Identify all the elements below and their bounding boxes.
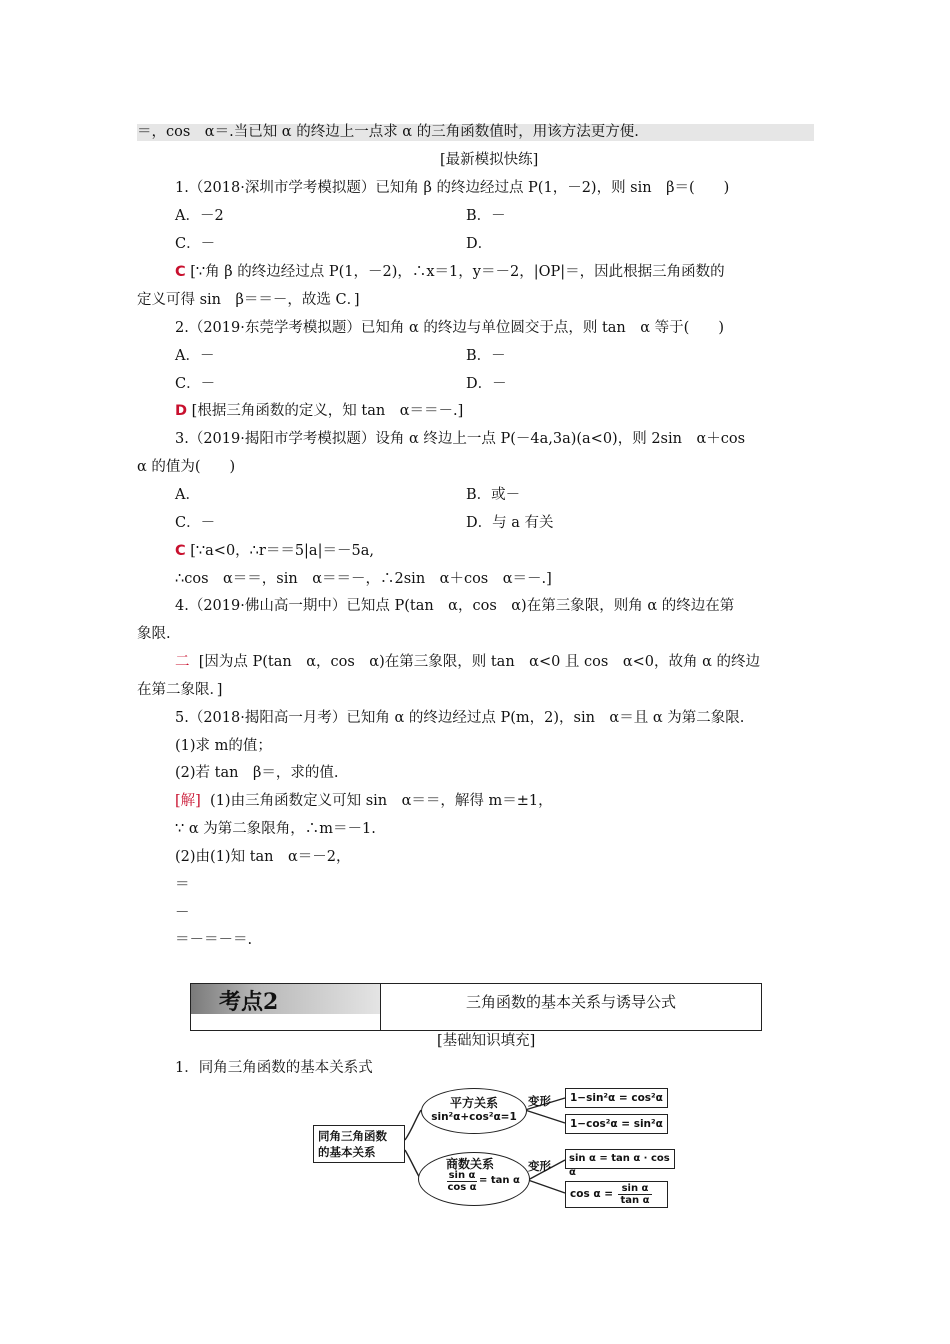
section-heading-latest: [最新模拟快练] [440, 152, 539, 168]
diagram-result-2: 1−cos²α = sin²α [565, 1114, 668, 1134]
q1-option-d: D． [466, 236, 493, 252]
q3-stem-line1: 3.（2019·揭阳市学考模拟题）设角 α 终边上一点 P(－4a,3a)(a<0)，则 2sin α＋cos [175, 431, 746, 447]
q3-answer-line1: [∵a<0，∴r＝＝5|a|＝－5a, [190, 543, 374, 559]
q5-solution-line1: (1)由三角函数定义可知 sin α＝＝，解得 m＝±1， [210, 793, 553, 809]
q1-option-c: C．－ [175, 236, 216, 252]
q1-answer-letter: C [175, 264, 186, 280]
q2-option-b: B．－ [466, 348, 506, 364]
diagram-bianxing-bottom: 变形 [528, 1159, 551, 1173]
q2-answer-letter: D [175, 403, 188, 419]
diagram-square-oval [421, 1088, 527, 1134]
q4-answer-word: 二 [175, 654, 190, 670]
section-heading-basic: [基础知识填充] [437, 1033, 536, 1049]
q5-solution-line2: ∵ α 为第二象限角，∴m＝－1. [175, 821, 376, 837]
q2-option-d: D．－ [466, 376, 507, 392]
q4-stem-line1: 4.（2019·佛山高一期中）已知点 P(tan α，cos α)在第三象限，则角 α 的终边在第 [175, 598, 735, 614]
diagram-result-3: sin α = tan α · cos α [565, 1149, 675, 1169]
q2-answer-line1: [根据三角函数的定义，知 tan α＝＝－.] [191, 403, 464, 419]
q3-option-b: B．或－ [466, 487, 521, 503]
q1-stem: 1.（2018·深圳市学考模拟题）已知角 β 的终边经过点 P(1，－2)，则 sin β＝( ) [175, 180, 730, 196]
diagram-root-line1: 同角三角函数 [318, 1129, 387, 1143]
q5-solution-line5: － [175, 905, 190, 921]
q4-answer-line2: 在第二象限．] [137, 682, 223, 698]
diagram-root-box [313, 1125, 405, 1163]
diagram-quotient-fraction [447, 1170, 477, 1193]
q3-option-a: A． [175, 487, 200, 503]
q5-part2: (2)若 tan β＝，求的值. [175, 765, 339, 781]
q3-option-d: D．与 a 有关 [466, 515, 554, 531]
top-line: ＝，cos α＝.当已知 α 的终边上一点求 α 的三角函数值时，用该方法更方便. [137, 124, 639, 140]
diagram-quotient-num: sin α [448, 1170, 476, 1181]
q3-answer-letter: C [175, 543, 186, 559]
diagram-bianxing-top: 变形 [528, 1094, 551, 1108]
q5-stem: 5.（2018·揭阳高一月考）已知角 α 的终边经过点 P(m，2)，sin α＝且 α 为第二象限. [175, 710, 745, 726]
q5-solution-line4: ＝ [175, 877, 190, 893]
diagram-result-4-fraction [618, 1183, 652, 1206]
q1-option-b: B．－ [466, 208, 506, 224]
diagram-result-4-num: sin α [618, 1183, 652, 1195]
q1-option-a: A．－2 [175, 208, 224, 224]
q3-stem-line2: α 的值为( ) [137, 459, 236, 475]
q1-answer-line2: 定义可得 sin β＝＝－，故选 C．] [137, 292, 360, 308]
diagram-square-title: 平方关系 [449, 1096, 498, 1110]
kaodian-tag-label: 考点2 [219, 989, 279, 1015]
diagram-quotient-title-text: 商数关系 [446, 1157, 495, 1171]
q2-option-c: C．－ [175, 376, 216, 392]
q3-answer-line2: ∴cos α＝＝，sin α＝＝－，∴2sin α＋cos α＝－.] [175, 571, 552, 587]
q4-answer-line1: [因为点 P(tan α，cos α)在第三象限，则 tan α<0 且 cos α<0，故角 α 的终边 [198, 654, 761, 670]
item1-heading: 1．同角三角函数的基本关系式 [175, 1060, 373, 1076]
q5-solution-line3: (2)由(1)知 tan α＝－2， [175, 849, 351, 865]
q4-stem-line2: 象限. [137, 626, 171, 642]
q5-solution-tag: [解] [175, 793, 201, 809]
q5-part1: (1)求 m的值； [175, 738, 272, 754]
q3-option-c: C．－ [175, 515, 216, 531]
q1-answer-line1: [∵角 β 的终边经过点 P(1，－2)，∴x＝1，y＝－2，|OP|＝，因此根据三角函数的 [190, 264, 725, 280]
diagram-result-4 [565, 1181, 668, 1208]
q2-option-a: A．－ [175, 348, 215, 364]
diagram-result-1: 1−sin²α = cos²α [565, 1088, 668, 1108]
diagram-root-line2: 的基本关系 [318, 1145, 376, 1159]
q2-stem: 2.（2019·东莞学考模拟题）已知角 α 的终边与单位圆交于点，则 tan α 等于( ) [175, 320, 724, 336]
kaodian-title: 三角函数的基本关系与诱导公式 [465, 993, 676, 1011]
diagram-quotient-rhs: = tan α [479, 1175, 520, 1186]
diagram-square-formula: sin²α+cos²α=1 [431, 1111, 517, 1123]
diagram-result-4-lhs: cos α = [570, 1188, 614, 1200]
diagram-result-4-den: tan α [620, 1195, 650, 1206]
q5-solution-line6: ＝－＝－＝. [175, 932, 253, 948]
diagram-quotient-den: cos α [447, 1182, 477, 1193]
